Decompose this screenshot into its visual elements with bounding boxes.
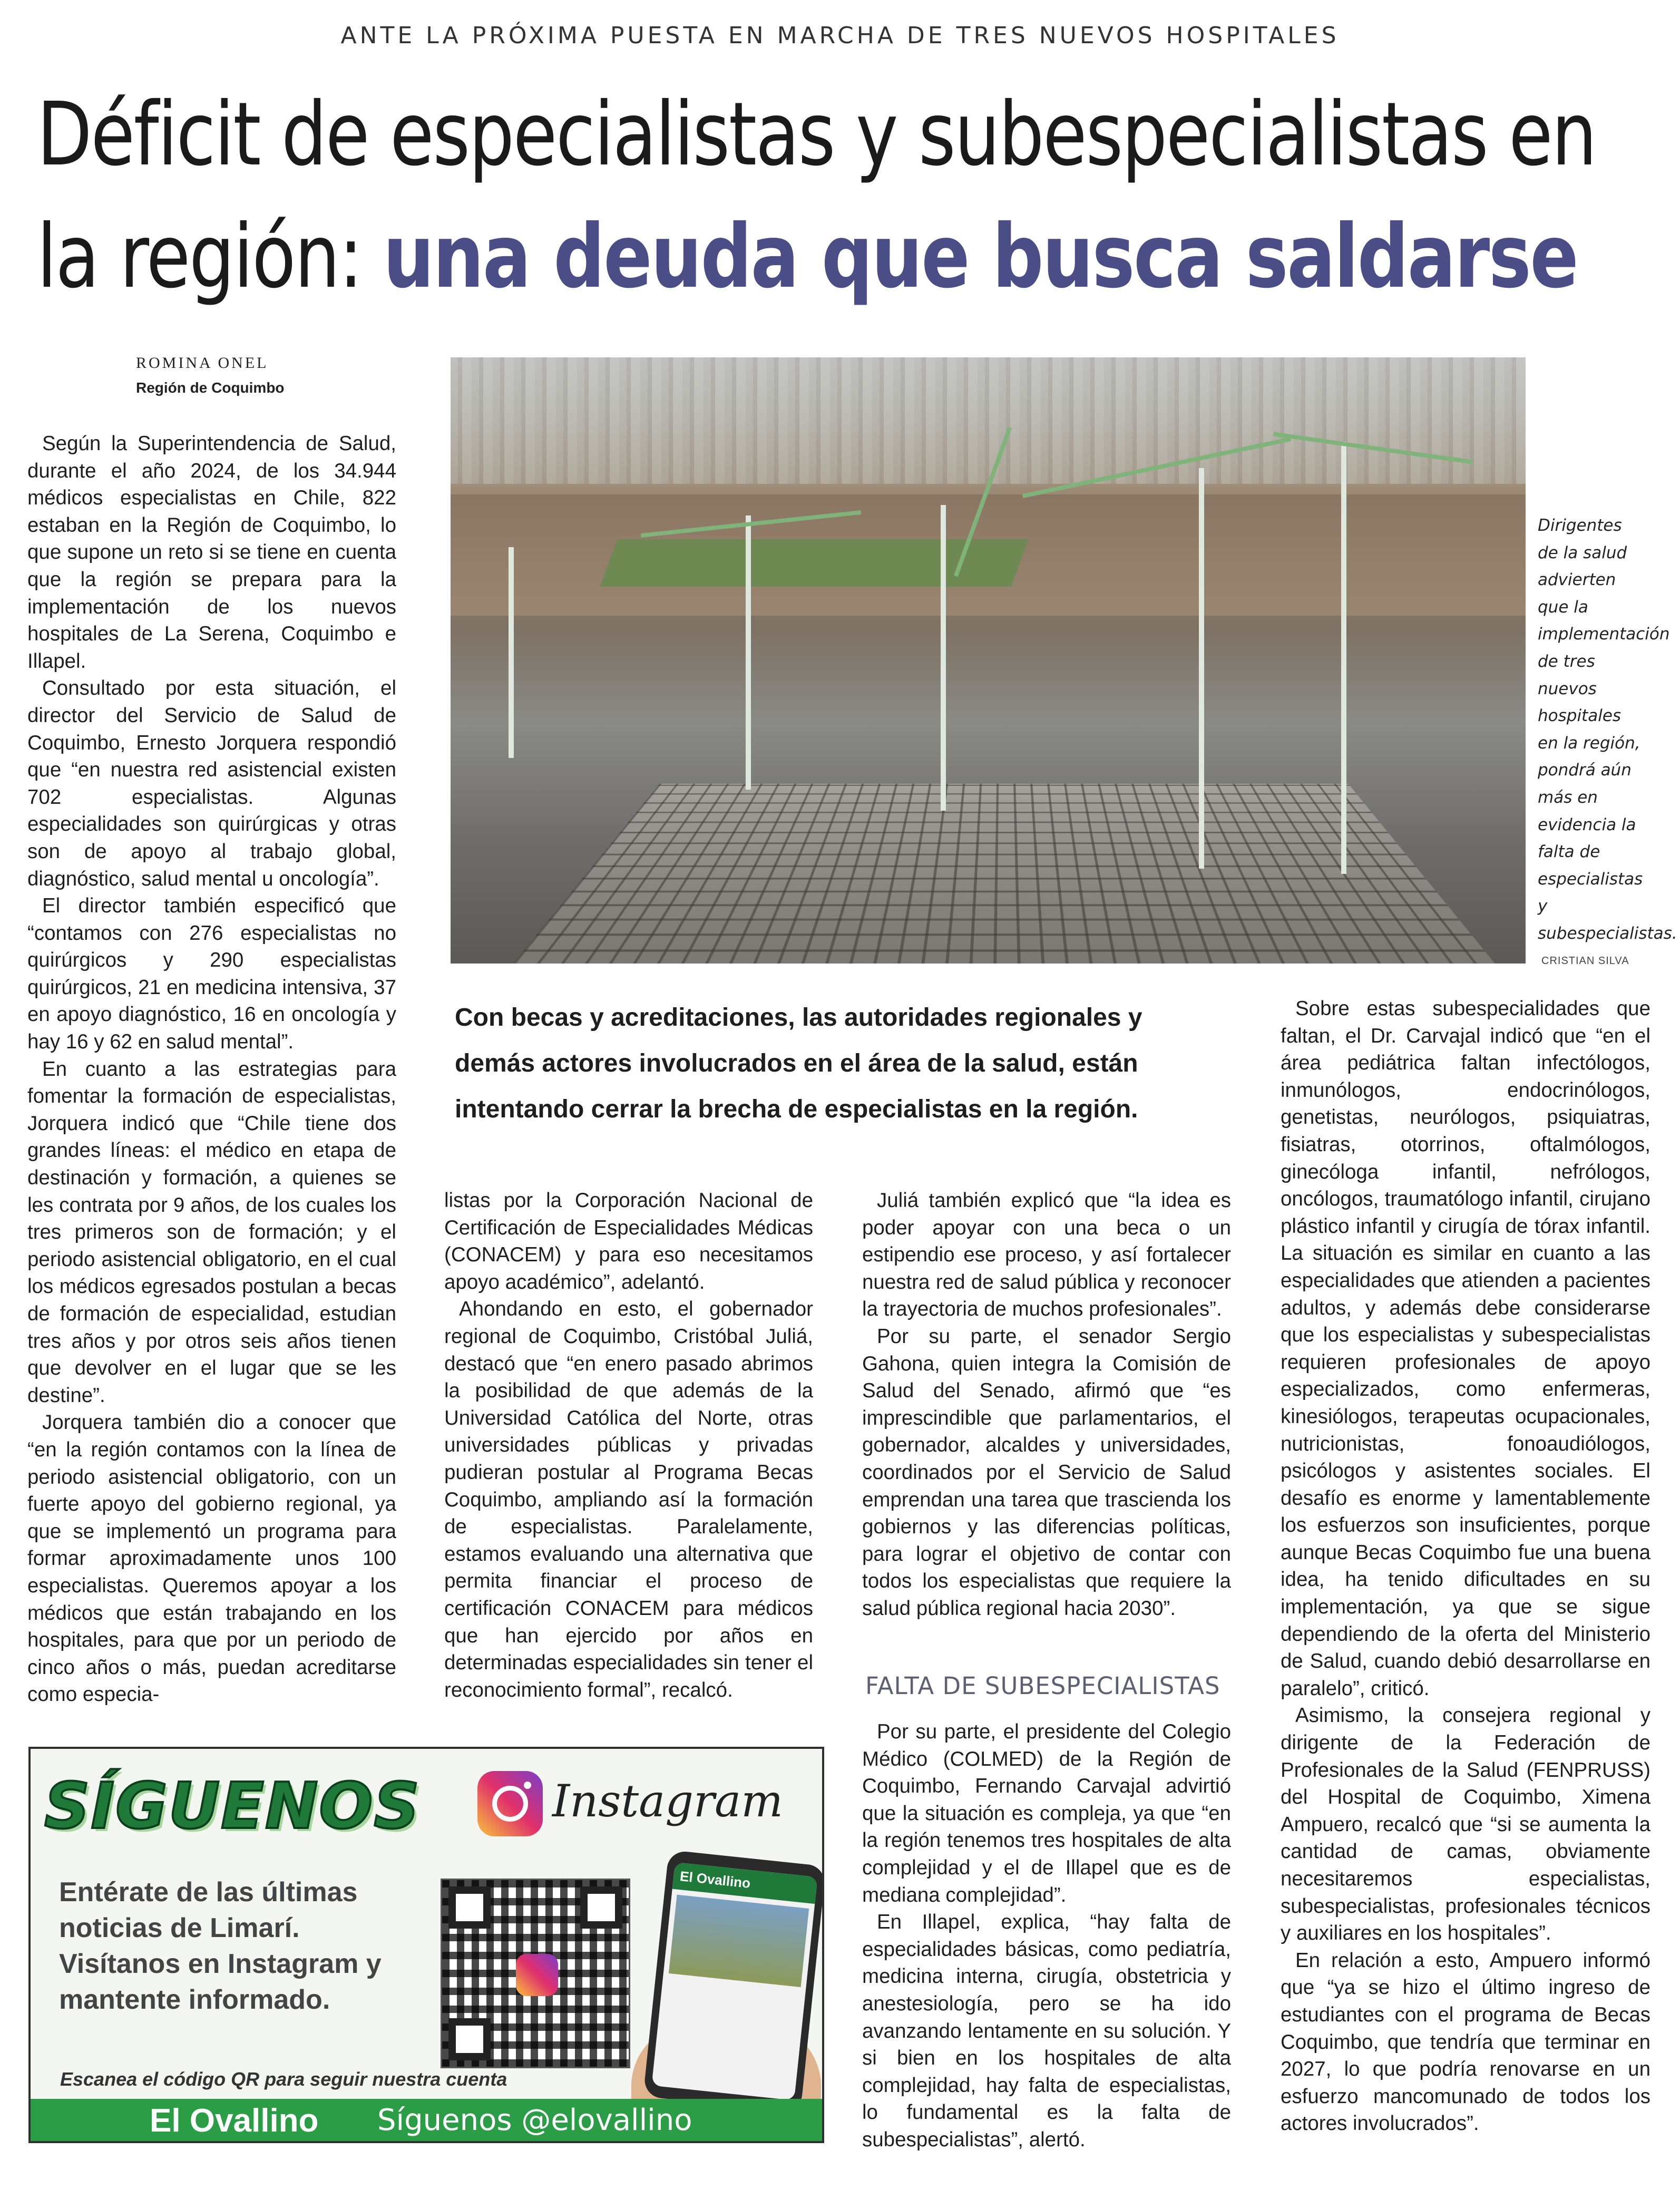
promo-scan-text: Escanea el código QR para seguir nuestra cuenta	[60, 2068, 507, 2090]
photo-crane	[1341, 442, 1346, 874]
paragraph: Consultado por esta situación, el director del Servicio de Salud de Coquimbo, Ernesto Jorquera respondió que “en nuestra red asistencial existen 702 especialistas. Algunas especialidades son quirúrgicas y otras son de apoyo al trabajo global, diagnóstico, salud mental u oncología”.	[27, 677, 396, 890]
paragraph: Asimismo, la consejera regional y dirigente de la Federación de Profesionales de la Salud (FENPRUSS) del Hospital de Coquimbo, Ximena Ampuero, recalcó que “si se aumenta la cantidad de camas, obviamente necesitaremos especialistas, subespecialistas, profesionales técnicos y auxiliares en los hospitales”.	[1281, 1704, 1650, 1945]
paragraph: En Illapel, explica, “hay falta de especialidades básicas, como pediatría, medicina interna, cirugía, obstetricia y anestesiología, pero se ha ido avanzando lentamente en su solución. Y si bien en los hospitales de alta complejidad, hay falta de especialistas, lo fundamental es la falta de subespecialistas”, alertó.	[862, 1911, 1231, 2151]
photo-crane	[941, 505, 946, 811]
byline-author: ROMINA ONEL	[136, 354, 269, 372]
instagram-promo-ad[interactable]	[28, 1747, 824, 2143]
paragraph: Por su parte, el presidente del Colegio Médico (COLMED) de la Región de Coquimbo, Fernando Carvajal advirtió que la situación es compleja, ya que “en la región tenemos tres hospitales de alta complejidad y el de Illapel que es de mediana complejidad”.	[862, 1720, 1231, 1906]
paragraph: Sobre estas subespecialidades que faltan, el Dr. Carvajal indicó que “en el área pediátrica faltan infectólogos, inmunólogos, endocrinólogos, genetistas, neurólogos, psiquiatras, fisiatras, otorrinos, oftalmólogos, ginecóloga infantil, nefrólogos, oncólogos, traumatólogo infantil, cirujano plástico infantil y cirugía de tórax infantil. La situación es similar en cuanto a las especialidades que atienden a pacientes adultos, y además debe considerarse que los especialistas y subespecialistas requieren profesionales de apoyo especializados, como enfermeras, kinesiólogos, terapeutas ocupacionales, nutricionistas, fonoaudiólogos, psicólogos y asistentes sociales. El desafío es enorme y lamentablemente los esfuerzos son insuficientes, porque aunque Becas Coquimbo fue una buena idea, ha tenido dificultades en su implementación, ya que se sigue dependiendo de la oferta del Ministerio de Salud, cuando debió desarrollarse en paralelo”, criticó.	[1281, 997, 1650, 1700]
paragraph: Ahondando en esto, el gobernador regional de Coquimbo, Cristóbal Juliá, destacó que “en enero pasado abrimos la posibilidad de que además de la Universidad Católica del Norte, otras universidades públicas y privadas pudieran postular al Programa Becas Coquimbo, ampliando así la formación de especialistas. Paralelamente, estamos evaluando una alternativa que permita financiar el proceso de certificación CONACEM para médicos que han ejercido por años en determinadas especialidades sin tener el reconocimiento formal”, recalcó.	[444, 1298, 813, 1701]
byline-region: Región de Coquimbo	[136, 380, 285, 396]
promo-blurb: Entérate de las últimas noticias de Limarí. Visítanos en Instagram y mantente informado.	[59, 1877, 382, 2015]
photo-crane	[1199, 468, 1204, 869]
photo-city-background	[451, 357, 1526, 484]
paragraph: Por su parte, el senador Sergio Gahona, quien integra la Comisión de Salud del Senado, afirmó que “es imprescindible que parlamentarios, el gobernador, alcaldes y universidades, coordinados por el Servicio de Salud emprendan una tarea que trascienda los gobiernos y las diferencias políticas, para lograr el objetivo de contar con todos los especialistas que requiere la salud pública regional hacia 2030”.	[862, 1325, 1231, 1620]
section-subhead: FALTA DE SUBESPECIALISTAS	[865, 1672, 1220, 1700]
instagram-icon	[516, 1954, 558, 1996]
instagram-icon	[477, 1771, 543, 1836]
photo-credit: CRISTIAN SILVA	[1541, 955, 1629, 967]
paragraph: Juliá también explicó que “la idea es poder apoyar con una beca o un estipendio ese proceso, y así fortalecer nuestra red de salud pública y reconocer la trayectoria de muchos profesionales”.	[862, 1189, 1231, 1321]
headline-line2-plain: la región:	[37, 206, 384, 308]
headline-line1: Déficit de especialistas y subespecialistas en	[37, 84, 1596, 186]
qr-code[interactable]	[441, 1879, 630, 2068]
instagram-handle[interactable]: Síguenos @elovallino	[377, 2103, 692, 2137]
paragraph: Jorquera también dio a conocer que “en la región contamos con la línea de periodo asistencial obligatorio, con un fuerte apoyo del gobierno regional, ya que se implementó un programa para formar aproximadamente unos 100 especialistas. Queremos apoyar a los médicos que están trabajando en los hospitales, para que por un periodo de cinco años o más, puedan acreditarse como especia-	[27, 1411, 396, 1706]
headline	[37, 74, 1649, 318]
article-column-3-continued	[862, 1718, 1231, 2154]
kicker: ANTE LA PRÓXIMA PUESTA EN MARCHA DE TRES NUEVOS HOSPITALES	[340, 22, 1340, 49]
paragraph: En cuanto a las estrategias para fomentar la formación de especialistas, Jorquera indicó que “Chile tiene dos grandes líneas: el médico en etapa de destinación y formación, a quienes se les contrata por 9 años, de los cuales los tres primeros son de formación; y el periodo asistencial obligatorio, en el cual los médicos egresados postulan a becas de formación de especialidad, estudian tres años y por otros seis años tienen que devolver en el lugar que se les destine”.	[27, 1057, 396, 1407]
construction-photo	[451, 357, 1526, 964]
paragraph: El director también especificó que “contamos con 276 especialistas no quirúrgicos y 290 especialistas quirúrgicos, 21 en medicina intensiva, 37 en apoyo diagnóstico, 16 en oncología y hay 16 y 62 en salud mental”.	[27, 894, 396, 1054]
phone-screen-brand: El Ovallino	[672, 1862, 818, 1904]
photo-crane	[746, 515, 751, 790]
promo-title: SÍGUENOS	[44, 1770, 421, 1843]
pull-quote: Con becas y acreditaciones, las autoridades regionales y demás actores involucrados en el área de la salud, están intentando cerrar la brecha de especialistas en la región.	[455, 1004, 1142, 1123]
paragraph: En relación a esto, Ampuero informó que “ya se hizo el último ingreso de estudiantes con el programa de Becas Coquimbo, que tendría que terminar en 2027, lo que podría renovarse en un esfuerzo mancomunado de todos los actores involucrados”.	[1281, 1949, 1650, 2135]
instagram-wordmark: Instagram	[552, 1775, 783, 1827]
article-column-1	[27, 430, 396, 1708]
photo-construction-site	[509, 784, 1499, 964]
paragraph: Según la Superintendencia de Salud, durante el año 2024, de los 34.944 médicos especialistas en Chile, 822 estaban en la Región de Coquimbo, lo que supone un reto si se tiene en cuenta que la región se prepara para la implementación de los nuevos hospitales de La Serena, Coquimbo e Illapel.	[27, 432, 396, 673]
brand-name: El Ovallino	[150, 2103, 319, 2139]
photo-caption: Dirigentes de la salud advierten que la implementación de tres nuevos hospitales en la región, pondrá aún más en evidencia la falta de especialistas y subespecialistas.	[1538, 516, 1677, 943]
article-column-3	[862, 1187, 1231, 1622]
photo-crane	[509, 547, 514, 758]
article-column-4	[1281, 995, 1650, 2137]
promo-footer-bar	[31, 2099, 824, 2143]
phone-image	[643, 1850, 824, 2113]
paragraph: listas por la Corporación Nacional de Certificación de Especialidades Médicas (CONACEM) y para eso necesitamos apoyo académico”, adelantó.	[444, 1189, 813, 1293]
article-column-2	[444, 1187, 813, 1704]
headline-accent: una deuda que busca saldarse	[383, 206, 1578, 308]
